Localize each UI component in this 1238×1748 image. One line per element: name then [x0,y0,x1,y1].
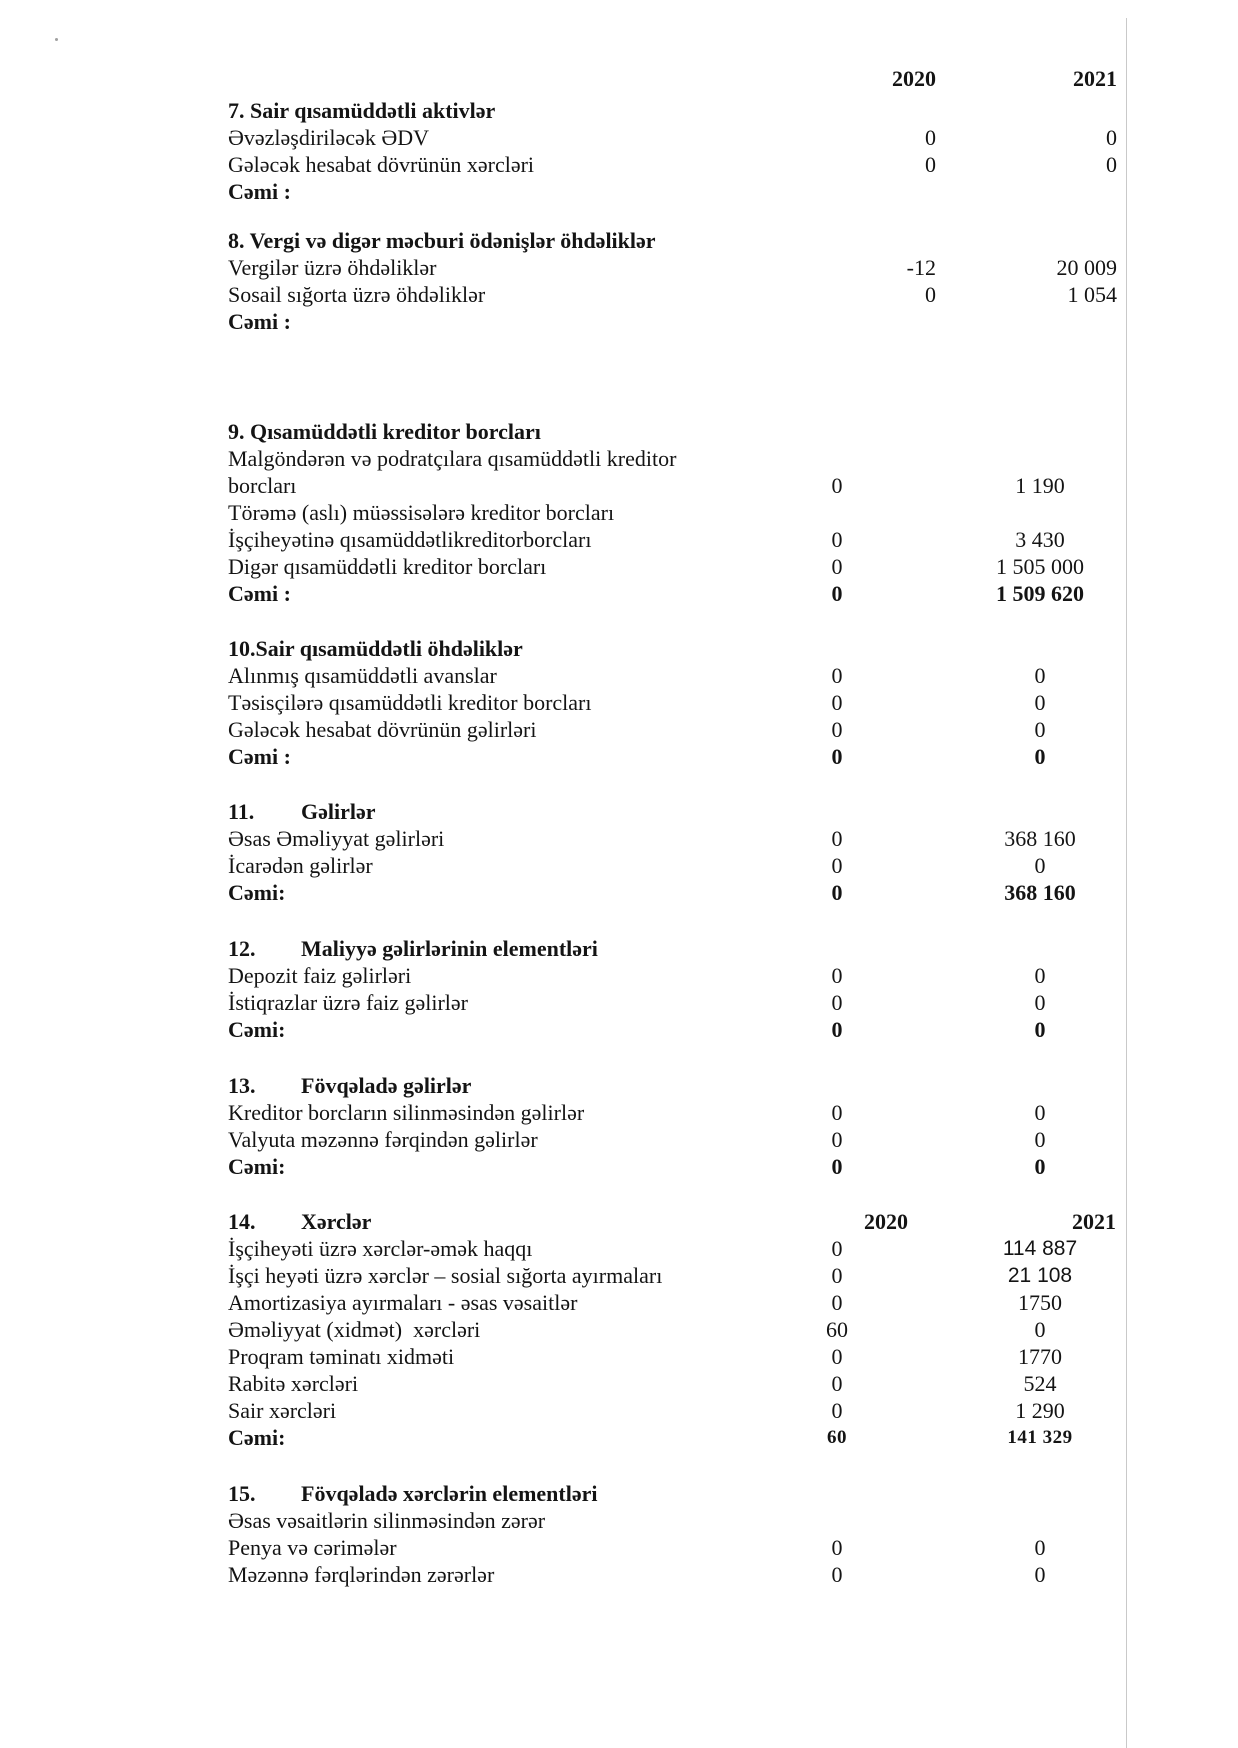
table-row [0,472,1238,499]
section-title: 7. Sair qısamüddətli aktivlər [228,98,496,123]
table-row [0,553,1238,580]
year-2021-header: 2021 [1073,66,1117,91]
table-row [0,281,1238,308]
section-number: 13. [228,1073,256,1098]
section-title-row [0,935,1238,962]
value-2021: 114 887 [1002,1237,1078,1260]
value-2021: 0 [1034,717,1046,742]
value-2020: 0 [831,1100,843,1125]
value-2020: 0 [831,690,843,715]
value-2020: 0 [831,1398,843,1423]
section-title: Maliyyə gəlirlərinin elementləri [301,936,598,961]
row-label: Gələcək hesabat dövrünün xərcləri [228,152,535,177]
section-12 [0,935,1238,1043]
value-2020: 0 [831,1562,843,1587]
total-2021: 0 [1034,1017,1046,1042]
total-2020: 0 [831,1154,843,1179]
section-number: 12. [228,936,256,961]
value-2021: 0 [1034,990,1046,1015]
section-number: 14. [228,1209,256,1234]
value-2021: 20 009 [1056,255,1117,280]
table-row [0,124,1238,151]
year-2020-header: 2020 [892,66,936,91]
section-title-row [0,635,1238,662]
total-row [0,178,1238,205]
section-title: 10.Sair qısamüddətli öhdəliklər [228,636,523,661]
value-2020: 0 [831,1263,843,1288]
row-label: Əvəzləşdiriləcək ƏDV [228,125,429,150]
value-2020: 0 [831,853,843,878]
row-label: Əsas vəsaitlərin silinməsindən zərər [228,1508,546,1533]
value-2021: 1 190 [1015,473,1065,498]
section-7 [0,97,1238,205]
table-row [0,1235,1238,1262]
value-2021: 0 [1034,963,1046,988]
section-title-row [0,1208,1238,1235]
row-label: Əməliyyat (xidmət) xərcləri [228,1317,481,1342]
section-title-row [0,1480,1238,1507]
row-label: Sosail sığorta üzrə öhdəliklər [228,282,486,307]
value-2021: 1 505 000 [996,554,1084,579]
section-9 [0,418,1238,607]
year-header-row [0,65,1238,92]
table-row [0,662,1238,689]
table-row [0,254,1238,281]
total-2021: 368 160 [1004,880,1076,905]
table-row [0,962,1238,989]
table-row [0,989,1238,1016]
row-label: İstiqrazlar üzrə faiz gəlirlər [228,990,469,1015]
section-title: Xərclər [301,1209,372,1234]
total-2020: 60 [827,1427,847,1448]
total-2021: 141 329 [1007,1427,1073,1448]
value-2020: 0 [925,125,936,150]
total-label: Cəmi: [228,1154,286,1179]
value-2020: 0 [831,990,843,1015]
section-13 [0,1072,1238,1180]
scan-speck [55,38,58,41]
value-2021: 524 [1023,1371,1057,1396]
value-2020: 0 [831,1290,843,1315]
table-row [0,445,1238,472]
total-2021: 0 [1034,1154,1046,1179]
table-row [0,716,1238,743]
total-label: Cəmi : [228,744,291,769]
value-2020: 0 [831,554,843,579]
value-2021: 0 [1034,853,1046,878]
row-label: Proqram təminatı xidməti [228,1344,455,1369]
total-2021: 1 509 620 [996,581,1084,606]
table-row [0,1262,1238,1289]
table-row [0,1289,1238,1316]
row-label: Alınmış qısamüddətli avanslar [228,663,497,688]
row-label: Vergilər üzrə öhdəliklər [228,255,437,280]
value-2020: 0 [831,826,843,851]
table-row [0,526,1238,553]
table-row [0,1126,1238,1153]
section-title-row [0,418,1238,445]
value-2021: 0 [1034,1127,1046,1152]
table-row [0,1397,1238,1424]
row-label: Törəmə (aslı) müəssisələrə kreditor borcları [228,500,615,525]
total-2020: 0 [831,744,843,769]
value-2021: 0 [1034,1100,1046,1125]
row-label: Məzənnə fərqlərindən zərərlər [228,1562,495,1587]
row-label: Digər qısamüddətli kreditor borcları [228,554,547,579]
section-11 [0,798,1238,906]
total-2020: 0 [831,880,843,905]
row-label: İşçi heyəti üzrə xərclər – sosial sığorta ayırmaları [228,1263,663,1288]
row-label: Təsisçilərə qısamüddətli kreditor borcları [228,690,592,715]
total-label: Cəmi: [228,1017,286,1042]
table-row [0,825,1238,852]
row-label: İşçiheyəti üzrə xərclər-əmək haqqı [228,1236,533,1261]
value-2020: 0 [831,527,843,552]
row-label: Əsas Əməliyyat gəlirləri [228,826,445,851]
page-header-years [0,65,1238,92]
row-label: Amortizasiya ayırmaları - əsas vəsaitlər [228,1290,578,1315]
section-number: 15. [228,1481,256,1506]
total-row [0,1424,1238,1451]
section-title: Fövqəladə xərclərin elementləri [301,1481,598,1506]
value-2020: 0 [831,1535,843,1560]
section-number: 11. [228,799,255,824]
row-label: Malgöndərən və podratçılara qısamüddətli kreditor [228,446,677,471]
table-row [0,1507,1238,1534]
value-2020: 0 [831,717,843,742]
value-2021: 368 160 [1004,826,1076,851]
value-2021: 0 [1034,663,1046,688]
value-2021: 0 [1034,690,1046,715]
table-row [0,1316,1238,1343]
row-label: Sair xərcləri [228,1398,337,1423]
year-2021-header: 2021 [1072,1209,1116,1234]
table-row [0,852,1238,879]
row-label: İşçiheyətinə qısamüddətlikreditorborcları [228,527,592,552]
value-2020: 0 [831,963,843,988]
section-title-row [0,1072,1238,1099]
row-label: borcları [228,473,297,498]
section-title-row [0,227,1238,254]
section-title: Fövqəladə gəlirlər [301,1073,472,1098]
table-row [0,1343,1238,1370]
total-2020: 0 [831,1017,843,1042]
total-row [0,580,1238,607]
total-label: Cəmi: [228,880,286,905]
value-2021: 1770 [1018,1344,1062,1369]
value-2021: 1 290 [1015,1398,1065,1423]
row-label: Penya və cərimələr [228,1535,397,1560]
section-8 [0,227,1238,335]
section-14 [0,1208,1238,1451]
total-row [0,308,1238,335]
value-2021: 0 [1106,125,1117,150]
table-row [0,499,1238,526]
value-2021: 3 430 [1015,527,1065,552]
total-2020: 0 [831,581,843,606]
section-10 [0,635,1238,770]
value-2020: -12 [906,255,936,280]
value-2020: 0 [831,1371,843,1396]
section-title: 8. Vergi və digər məcburi ödənişlər öhdəliklər [228,228,656,253]
row-label: Depozit faiz gəlirləri [228,963,412,988]
section-title: 9. Qısamüddətli kreditor borcları [228,419,541,444]
table-row [0,1370,1238,1397]
value-2020: 0 [831,1344,843,1369]
row-label: İcarədən gəlirlər [228,853,373,878]
value-2021: 1750 [1018,1290,1062,1315]
total-label: Cəmi : [228,581,291,606]
section-title: Gəlirlər [301,799,376,824]
row-label: Rabitə xərcləri [228,1371,359,1396]
row-label: Valyuta məzənnə fərqindən gəlirlər [228,1127,538,1152]
total-row [0,1153,1238,1180]
total-label: Cəmi: [228,1425,286,1450]
value-2020: 0 [831,1127,843,1152]
total-label: Cəmi : [228,179,291,204]
total-row [0,743,1238,770]
value-2021: 21 108 [1007,1264,1073,1287]
value-2021: 0 [1034,1562,1046,1587]
total-row [0,879,1238,906]
total-label: Cəmi : [228,309,291,334]
row-label: Kreditor borcların silinməsindən gəlirlər [228,1100,585,1125]
total-2021: 0 [1034,744,1046,769]
table-row [0,689,1238,716]
table-row [0,151,1238,178]
row-label: Gələcək hesabat dövrünün gəlirləri [228,717,537,742]
value-2021: 0 [1034,1535,1046,1560]
total-row [0,1016,1238,1043]
table-row [0,1561,1238,1588]
value-2020: 0 [831,1236,843,1261]
section-title-row [0,798,1238,825]
table-row [0,1099,1238,1126]
value-2020: 0 [831,663,843,688]
value-2020: 60 [826,1317,848,1342]
value-2020: 0 [925,152,936,177]
value-2021: 0 [1106,152,1117,177]
year-2020-header: 2020 [864,1209,908,1234]
value-2021: 0 [1034,1317,1046,1342]
table-row [0,1534,1238,1561]
value-2021: 1 054 [1067,282,1117,307]
section-15 [0,1480,1238,1588]
value-2020: 0 [925,282,936,307]
section-title-row [0,97,1238,124]
value-2020: 0 [831,473,843,498]
